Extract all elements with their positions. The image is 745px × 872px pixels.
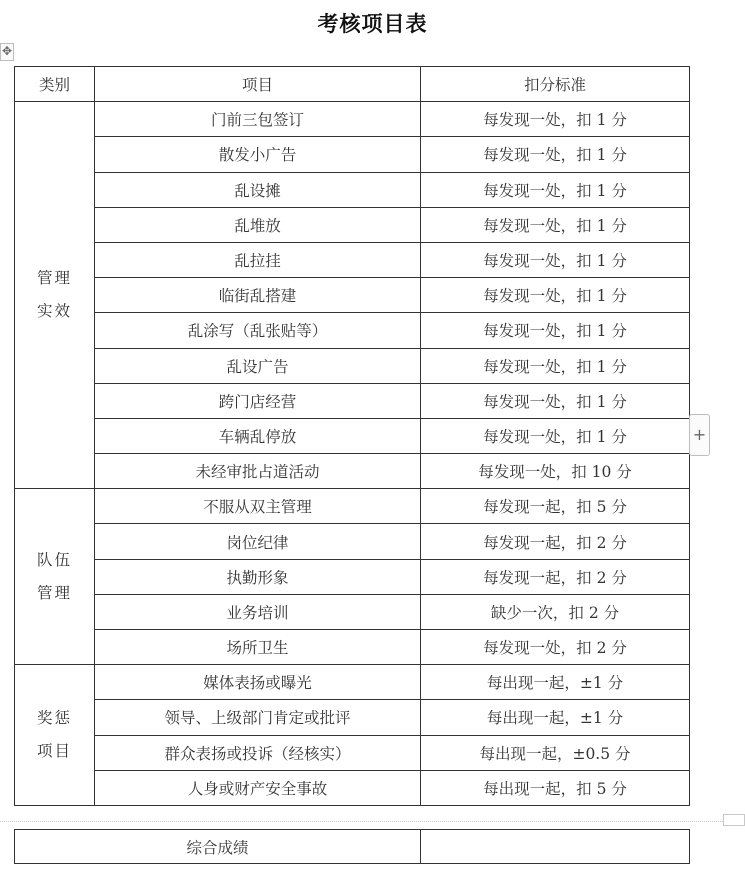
table-row (15, 172, 690, 207)
standard-cell: 每发现一处，扣 1 分 (421, 102, 690, 137)
item-cell: 乱设摊 (95, 172, 421, 207)
summary-row (15, 830, 690, 864)
summary-table (14, 829, 690, 864)
item-cell: 乱堆放 (95, 207, 421, 242)
table-row (15, 278, 690, 313)
table-row (15, 559, 690, 594)
standard-cell: 每出现一起，扣 5 分 (421, 770, 690, 805)
standard-cell: 每发现一处，扣 1 分 (421, 137, 690, 172)
standard-cell: 每发现一处，扣 1 分 (421, 242, 690, 277)
standard-cell: 每发现一处，扣 1 分 (421, 278, 690, 313)
table-row (15, 665, 690, 700)
table-move-handle-icon[interactable]: ✥ (0, 43, 14, 61)
table-row (15, 524, 690, 559)
category-cell: 管理 实效 (15, 102, 95, 489)
table-row (15, 383, 690, 418)
item-cell: 乱拉挂 (95, 242, 421, 277)
standard-cell: 每出现一起，±1 分 (421, 665, 690, 700)
table-row (15, 735, 690, 770)
standard-cell: 每出现一起，±0.5 分 (421, 735, 690, 770)
assessment-table (14, 66, 690, 806)
standard-cell: 缺少一次，扣 2 分 (421, 594, 690, 629)
header-item: 项目 (95, 67, 421, 102)
standard-cell: 每发现一起，扣 2 分 (421, 559, 690, 594)
table-row (15, 348, 690, 383)
item-cell: 岗位纪律 (95, 524, 421, 559)
standard-cell: 每发现一起，扣 5 分 (421, 489, 690, 524)
table-row (15, 102, 690, 137)
table-header-row (15, 67, 690, 102)
table-row (15, 700, 690, 735)
item-cell: 散发小广告 (95, 137, 421, 172)
standard-cell: 每发现一处，扣 10 分 (421, 454, 690, 489)
item-cell: 不服从双主管理 (95, 489, 421, 524)
table-row (15, 770, 690, 805)
header-standard: 扣分标准 (421, 67, 690, 102)
summary-label: 综合成绩 (15, 830, 421, 864)
table-row (15, 454, 690, 489)
category-cell: 队伍 管理 (15, 489, 95, 665)
page-title: 考核项目表 (317, 12, 428, 36)
item-cell: 人身或财产安全事故 (95, 770, 421, 805)
standard-cell: 每发现一起，扣 2 分 (421, 524, 690, 559)
item-cell: 车辆乱停放 (95, 418, 421, 453)
item-cell: 门前三包签订 (95, 102, 421, 137)
item-cell: 场所卫生 (95, 630, 421, 665)
standard-cell: 每发现一处，扣 2 分 (421, 630, 690, 665)
page-break-marker (723, 814, 745, 826)
item-cell: 乱涂写（乱张贴等） (95, 313, 421, 348)
item-cell: 领导、上级部门肯定或批评 (95, 700, 421, 735)
summary-value-cell[interactable] (421, 830, 690, 864)
standard-cell: 每发现一处，扣 1 分 (421, 207, 690, 242)
table-body (15, 102, 690, 806)
item-cell: 媒体表扬或曝光 (95, 665, 421, 700)
standard-cell: 每发现一处，扣 1 分 (421, 313, 690, 348)
standard-cell: 每发现一处，扣 1 分 (421, 348, 690, 383)
category-cell: 奖惩 项目 (15, 665, 95, 806)
item-cell: 业务培训 (95, 594, 421, 629)
table-row (15, 242, 690, 277)
standard-cell: 每发现一处，扣 1 分 (421, 418, 690, 453)
standard-cell: 每发现一处，扣 1 分 (421, 172, 690, 207)
item-cell: 临街乱搭建 (95, 278, 421, 313)
item-cell: 乱设广告 (95, 348, 421, 383)
table-row (15, 489, 690, 524)
item-cell: 执勤形象 (95, 559, 421, 594)
table-row (15, 137, 690, 172)
table-row (15, 630, 690, 665)
add-row-icon[interactable]: + (689, 414, 710, 456)
standard-cell: 每出现一起，±1 分 (421, 700, 690, 735)
table-row (15, 418, 690, 453)
table-row (15, 594, 690, 629)
item-cell: 跨门店经营 (95, 383, 421, 418)
header-category: 类别 (15, 67, 95, 102)
item-cell: 群众表扬或投诉（经核实） (95, 735, 421, 770)
standard-cell: 每发现一处，扣 1 分 (421, 383, 690, 418)
item-cell: 未经审批占道活动 (95, 454, 421, 489)
table-row (15, 313, 690, 348)
page-break-line (0, 821, 745, 822)
table-row (15, 207, 690, 242)
